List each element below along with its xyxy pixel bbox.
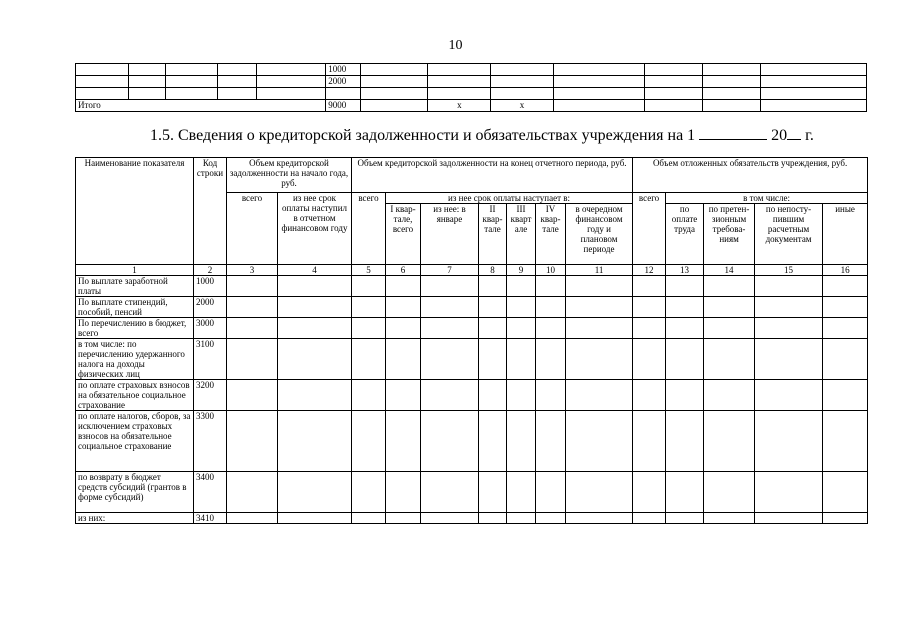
section-title: 1.5. Сведения о кредиторской задолженности и обязательствах учреждения на 1 20 г.	[150, 127, 814, 144]
table-row: по возврату в бюджет средств субсидий (грантов в форме субсидий) 3400	[76, 472, 868, 513]
col-code-header: Код строки	[194, 158, 227, 265]
table-row: по оплате страховых взносов на обязательное социальное страхование 3200	[76, 380, 868, 411]
table-row: По перечислению в бюджет, всего 3000	[76, 318, 868, 339]
begin-group-header: Объем кредиторской задолженности на начало года, руб.	[227, 158, 352, 193]
end-group-header: Объем кредиторской задолженности на конец отчетного периода, руб.	[352, 158, 633, 193]
table-row: 1000	[76, 64, 867, 76]
col-name-header: Наименование показателя	[76, 158, 194, 265]
column-numbers-row: 1 2 3 4 5 6 7 8 9 10 11 12 13 14 15 16	[76, 265, 868, 276]
table-row: По выплате стипендий, пособий, пенсий 2000	[76, 297, 868, 318]
page-number: 10	[448, 38, 463, 53]
table-row	[76, 88, 867, 100]
header-row-1	[76, 158, 868, 193]
header-row-2: всего из нее срок оплаты наступил в отчетном финансовом году всего из нее срок оплаты наступает в: всего в том числе:	[76, 193, 868, 204]
table-row-total: Итого 9000 x x	[76, 100, 867, 112]
header-row-3: I квар-тале, всего из нее: в январе II квар-тале III кварт але IV квар-тале в очередном финансовом году и плановом периоде по оплате труда по претен-зионным требова-ниям по непосту-пившим расчетным документам иные	[76, 204, 868, 265]
continuation-table	[75, 63, 867, 112]
deferred-group-header: Объем отложенных обязательств учреждения, руб.	[633, 158, 868, 193]
total-label: Итого	[76, 100, 326, 112]
table-row: По выплате заработной платы 1000	[76, 276, 868, 297]
total-code: 9000	[326, 100, 361, 112]
table-row: по оплате налогов, сборов, за исключением страховых взносов на обязательное социальное страхование 3300	[76, 411, 868, 472]
table-row: в том числе: по перечислению удержанного налога на доходы физических лиц 3100	[76, 339, 868, 380]
table-row: из них: 3410	[76, 513, 868, 524]
payables-table	[75, 157, 868, 524]
table-row: 2000	[76, 76, 867, 88]
